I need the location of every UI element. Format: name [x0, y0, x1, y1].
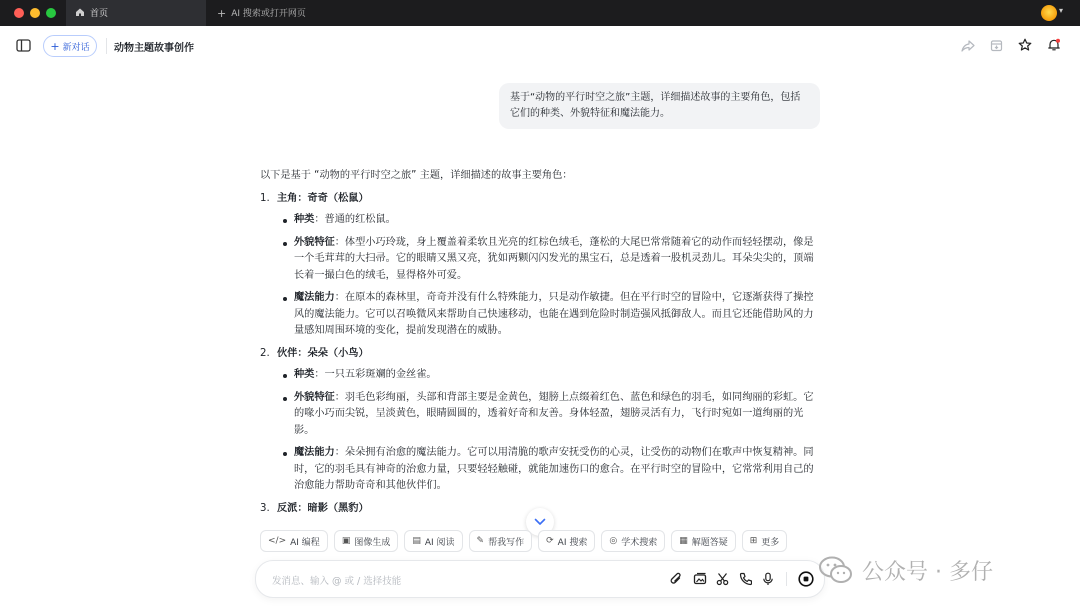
- tab-home-label: 首页: [90, 9, 109, 19]
- list-item: [260, 191, 822, 340]
- page-title: 动物主题故事创作: [114, 43, 194, 54]
- phone-icon[interactable]: [739, 572, 752, 586]
- scissors-icon[interactable]: [716, 572, 729, 586]
- detail-text: ：在原本的森林里，奇奇并没有什么特殊能力，只是动作敏捷。但在平行时空的冒险中，它逐渐获得了操控风的魔法能力。它可以召唤微风来帮助自己快速移动，也能在遇到危险时制造强风抵御敌人。而且它还能借助风的力量感知周围环境的变化，提前发现潜在的威胁。: [294, 292, 814, 336]
- input-divider: [786, 572, 787, 586]
- skill-label: AI 编程: [290, 537, 320, 548]
- skill-writing-button[interactable]: [469, 530, 533, 552]
- detail-text: ：体型小巧玲珑，身上覆盖着柔软且光亮的红棕色绒毛，蓬松的大尾巴常常随着它的动作而轻轻摆动，像是一个毛茸茸的大扫帚。它的眼睛又黑又亮，犹如两颗闪闪发光的黑宝石，总是透着一股机灵劲儿。耳朵尖尖的，顶端长着一撮白色的绒毛，显得格外可爱。: [294, 236, 814, 281]
- list-item: [282, 445, 822, 495]
- skill-ai-coding-button[interactable]: [260, 530, 328, 552]
- tab-home[interactable]: [66, 0, 206, 26]
- solve-icon: ▦: [679, 536, 688, 546]
- character-list: [260, 191, 822, 518]
- new-tab-label: AI 搜索或打开网页: [231, 9, 306, 19]
- list-item: [282, 290, 822, 340]
- home-icon: [75, 7, 85, 17]
- chat-app: [0, 26, 1080, 614]
- image-icon: ▣: [341, 536, 351, 546]
- read-icon: ▤: [412, 536, 421, 546]
- academic-icon: ◎: [609, 536, 618, 546]
- search-icon: ⟳: [546, 536, 554, 546]
- message-input[interactable]: 发消息、输入 @ 或 / 选择技能: [272, 576, 402, 587]
- detail-text: ：羽毛色彩绚丽，头部和背部主要是金黄色，翅膀上点缀着红色、蓝色和绿色的羽毛，如同绚丽的彩虹。它的喙小巧而尖锐，呈淡黄色，眼睛圆圆的，透着好奇和友善。身体轻盈，翅膀灵活有力，飞行时宛如一道绚丽的光影。: [294, 391, 814, 436]
- user-message-bubble: 基于“动物的平行时空之旅”主题，详细描述故事的主要角色，包括它们的种类、外貌特征和魔法能力。: [499, 83, 820, 129]
- new-chat-button[interactable]: [43, 35, 97, 57]
- list-item: [282, 235, 822, 285]
- skill-academic-search-button[interactable]: [601, 530, 665, 552]
- pen-icon: ✎: [476, 536, 485, 546]
- list-item: [282, 367, 822, 384]
- character-heading: 伙伴：朵朵（小鸟）: [277, 347, 369, 359]
- skill-toolbar: [260, 530, 787, 552]
- skill-label: 图像生成: [354, 537, 391, 548]
- skill-ai-search-button[interactable]: [538, 530, 595, 552]
- wechat-icon: [818, 555, 854, 585]
- skill-label: AI 阅读: [424, 537, 455, 548]
- list-item: [260, 346, 822, 495]
- chevron-down-icon[interactable]: ▾: [1059, 6, 1064, 15]
- skill-label: 帮我写作: [488, 537, 525, 548]
- skill-more-button[interactable]: [742, 530, 788, 552]
- more-icon: ⊞: [749, 536, 758, 546]
- character-heading: 反派：暗影（黑豹）: [277, 502, 369, 514]
- skill-solve-button[interactable]: [671, 530, 736, 552]
- detail-label: 种类: [294, 214, 315, 225]
- list-item: [282, 390, 822, 440]
- window-maximize-button[interactable]: [46, 8, 56, 18]
- code-icon: </>: [268, 536, 287, 546]
- detail-text: ：一只五彩斑斓的金丝雀。: [314, 369, 437, 380]
- skill-label: 解题答疑: [691, 537, 728, 548]
- skill-image-gen-button[interactable]: [334, 530, 399, 552]
- character-details: [282, 212, 822, 340]
- attachment-icon[interactable]: [670, 572, 683, 586]
- detail-label: 外貌特征: [294, 391, 335, 403]
- image-upload-icon[interactable]: [693, 572, 707, 586]
- watermark-text: 公众号 · 多仔: [862, 559, 993, 585]
- detail-label: 魔法能力: [294, 447, 335, 458]
- assistant-answer: [260, 168, 822, 524]
- skill-label: AI 搜索: [557, 537, 588, 548]
- character-details: [282, 367, 822, 495]
- list-number: 2.: [260, 347, 270, 359]
- answer-intro: 以下是基于 “动物的平行时空之旅” 主题，详细描述的故事主要角色：: [260, 170, 573, 181]
- profile-avatar[interactable]: [1041, 5, 1057, 21]
- plus-icon: +: [50, 39, 60, 53]
- detail-label: 外貌特征: [294, 236, 335, 248]
- window-minimize-button[interactable]: [30, 8, 40, 18]
- character-heading: 主角：奇奇（松鼠）: [277, 192, 369, 204]
- star-icon[interactable]: [1018, 38, 1032, 52]
- detail-label: 魔法能力: [294, 292, 335, 303]
- share-icon[interactable]: [961, 39, 975, 52]
- message-input-box[interactable]: [255, 560, 825, 598]
- archive-icon[interactable]: [990, 39, 1003, 52]
- header-divider: [106, 38, 107, 54]
- microphone-icon[interactable]: [762, 572, 774, 586]
- stop-icon[interactable]: [798, 571, 814, 587]
- new-chat-label: 新对话: [62, 42, 90, 53]
- browser-titlebar: [0, 0, 1080, 26]
- detail-text: ：普通的红松鼠。: [314, 214, 396, 225]
- window-close-button[interactable]: [14, 8, 24, 18]
- skill-ai-reading-button[interactable]: [404, 530, 462, 552]
- new-tab-search[interactable]: [217, 6, 306, 20]
- sidebar-toggle-icon[interactable]: [16, 39, 31, 52]
- bell-icon[interactable]: [1047, 38, 1061, 52]
- chevron-down-icon: [534, 518, 546, 526]
- watermark: [818, 550, 993, 590]
- detail-label: 种类: [294, 369, 315, 380]
- detail-text: ：朵朵拥有治愈的魔法能力。它可以用清脆的歌声安抚受伤的心灵，让受伤的动物们在歌声中恢复精神。同时，它的羽毛具有神奇的治愈力量，只要轻轻触碰，就能加速伤口的愈合。在平行时空的冒险中，它常常利用自己的治愈能力帮助奇奇和其他伙伴们。: [294, 447, 814, 491]
- plus-icon: +: [217, 7, 227, 20]
- skill-label: 学术搜索: [621, 537, 658, 548]
- skill-label: 更多: [761, 537, 780, 548]
- list-item: [282, 212, 822, 229]
- list-number: 1.: [260, 192, 270, 204]
- list-number: 3.: [260, 502, 270, 514]
